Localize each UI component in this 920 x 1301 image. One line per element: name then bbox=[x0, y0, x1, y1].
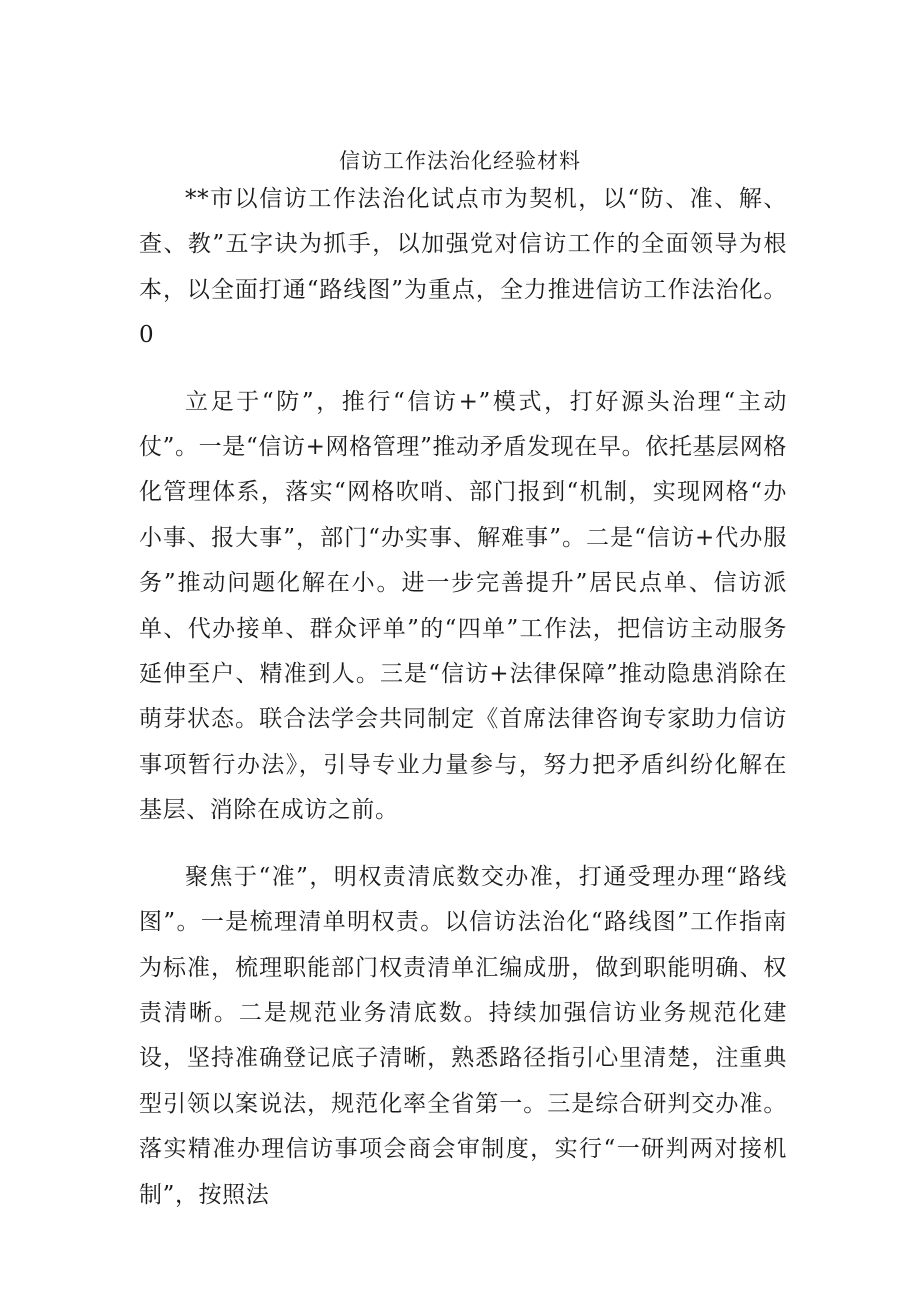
paragraph-intro: **市以信访工作法治化试点市为契机，以“防、准、解、查、教”五字诀为抓手，以加强党对信访工作的全面领导为根本，以全面打通“路线图”为重点，全力推进信访工作法治化。0 bbox=[139, 186, 787, 349]
paragraph-accuracy: 聚焦于“准”，明权责清底数交办准，打通受理办理“路线图”。一是梳理清单明权责。以信访法治化“路线图”工作指南为标准，梳理职能部门权责清单汇编成册，做到职能明确、权责清晰。二是规范业务清底数。持续加强信访业务规范化建设，坚持准确登记底子清晰，熟悉路径指引心里清楚，注重典型引领以案说法，规范化率全省第一。三是综合研判交办准。落实精准办理信访事项会商会审制度，实行“一研判两对接机制”，按照法 bbox=[139, 863, 787, 1208]
paragraph-prevention: 立足于“防”，推行“信访+”模式，打好源头治理“主动仗”。一是“信访+网格管理”推动矛盾发现在早。依托基层网格化管理体系，落实“网格吹哨、部门报到“机制，实现网格“办小事、报大事”，部门“办实事、解难事”。二是“信访+代办服务”推动问题化解在小。进一步完善提升”居民点单、信访派单、代办接单、群众评单”的“四单”工作法，把信访主动服务延伸至户、精准到人。三是“信访+法律保障”推动隐患消除在萌芽状态。联合法学会共同制定《首席法律咨询专家助力信访事项暂行办法》，引导专业力量参与，努力把矛盾纠纷化解在基层、消除在成访之前。 bbox=[139, 388, 787, 824]
document-title: 信访工作法治化经验材料 bbox=[339, 149, 581, 173]
document-body bbox=[139, 177, 787, 1218]
